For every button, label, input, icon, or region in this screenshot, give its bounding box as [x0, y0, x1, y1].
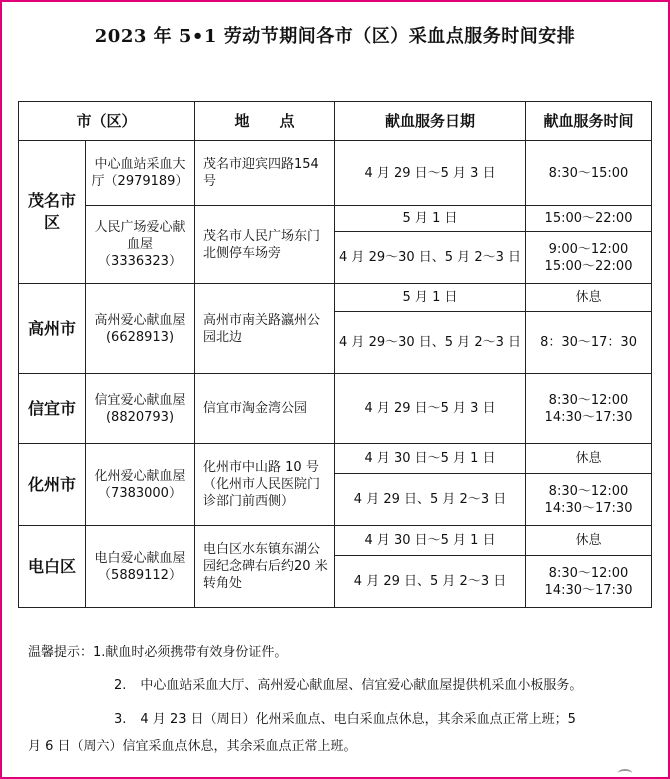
time-maoming-center: 8:30～15:00 — [526, 141, 652, 206]
date-maoming-center: 4 月 29 日～5 月 3 日 — [335, 141, 526, 206]
address-xinyi: 信宜市淘金湾公园 — [195, 374, 335, 444]
time-xinyi: 8:30～12:00 14:30～17:30 — [526, 374, 652, 444]
table-row — [19, 141, 652, 206]
time-gaozhou-1: 休息 — [526, 284, 652, 312]
city-maoming: 茂名市区 — [19, 141, 86, 284]
time-huazhou-2: 8:30～12:00 14:30～17:30 — [526, 474, 652, 526]
date-huazhou-1: 4 月 30 日～5 月 1 日 — [335, 444, 526, 474]
time-dianbai-1: 休息 — [526, 526, 652, 556]
note-1-text: 1.献血时必须携带有效身份证件。 — [93, 645, 288, 660]
table-row — [19, 206, 652, 232]
date-maoming-square-2: 4 月 29～30 日、5 月 2～3 日 — [335, 232, 526, 284]
note-1 — [28, 644, 287, 661]
header-city: 市（区） — [19, 102, 195, 141]
note-3-number: 3. — [114, 712, 127, 727]
note-2 — [114, 677, 582, 694]
time-maoming-square-2: 9:00～12:00 15:00～22:00 — [526, 232, 652, 284]
page-title: 2023 年 5•1 劳动节期间各市（区）采血点服务时间安排 — [94, 26, 576, 47]
schedule-table — [18, 101, 652, 608]
place-maoming-center: 中心血站采血大厅（2979189） — [86, 141, 195, 206]
address-huazhou: 化州市中山路 10 号（化州市人民医院门诊部门前西侧） — [195, 444, 335, 526]
place-maoming-square: 人民广场爱心献血屋（3336323） — [86, 206, 195, 284]
city-huazhou: 化州市 — [19, 444, 86, 526]
corner-mark-icon — [618, 769, 632, 777]
place-xinyi: 信宜爱心献血屋(8820793) — [86, 374, 195, 444]
notes-label: 温馨提示： — [28, 645, 94, 660]
header-location: 地 点 — [195, 102, 335, 141]
time-dianbai-2: 8:30～12:00 14:30～17:30 — [526, 556, 652, 608]
place-dianbai: 电白爱心献血屋（5889112） — [86, 526, 195, 608]
address-dianbai: 电白区水东镇东湖公园纪念碑右后约20 米转角处 — [195, 526, 335, 608]
address-maoming-center: 茂名市迎宾四路154号 — [195, 141, 335, 206]
date-xinyi: 4 月 29 日～5 月 3 日 — [335, 374, 526, 444]
header-date: 献血服务日期 — [335, 102, 526, 141]
date-gaozhou-1: 5 月 1 日 — [335, 284, 526, 312]
note-2-text: 中心血站采血大厅、高州爱心献血屋、信宜爱心献血屋提供机采血小板服务。 — [140, 678, 583, 693]
date-dianbai-1: 4 月 30 日～5 月 1 日 — [335, 526, 526, 556]
address-gaozhou: 高州市南关路瀛州公园北边 — [195, 284, 335, 374]
table-header-row — [19, 102, 652, 141]
date-huazhou-2: 4 月 29 日、5 月 2～3 日 — [335, 474, 526, 526]
date-dianbai-2: 4 月 29 日、5 月 2～3 日 — [335, 556, 526, 608]
time-gaozhou-2: 8：30～17：30 — [526, 312, 652, 374]
time-huazhou-1: 休息 — [526, 444, 652, 474]
city-gaozhou: 高州市 — [19, 284, 86, 374]
table-row — [19, 526, 652, 556]
table-row — [19, 284, 652, 312]
header-time: 献血服务时间 — [526, 102, 652, 141]
place-huazhou: 化州爱心献血屋（7383000） — [86, 444, 195, 526]
note-3-continued: 月 6 日（周六）信宜采血点休息，其余采血点正常上班。 — [28, 739, 357, 754]
note-3 — [114, 711, 576, 728]
date-maoming-square-1: 5 月 1 日 — [335, 206, 526, 232]
city-dianbai: 电白区 — [19, 526, 86, 608]
address-maoming-square: 茂名市人民广场东门北侧停车场旁 — [195, 206, 335, 284]
time-maoming-square-1: 15:00～22:00 — [526, 206, 652, 232]
city-xinyi: 信宜市 — [19, 374, 86, 444]
note-2-number: 2. — [114, 678, 127, 693]
note-3-text-a: 4 月 23 日（周日）化州采血点、电白采血点休息，其余采血点正常上班；5 — [140, 712, 576, 727]
table-row — [19, 444, 652, 474]
date-gaozhou-2: 4 月 29～30 日、5 月 2～3 日 — [335, 312, 526, 374]
table-row — [19, 374, 652, 444]
place-gaozhou: 高州爱心献血屋(6628913) — [86, 284, 195, 374]
